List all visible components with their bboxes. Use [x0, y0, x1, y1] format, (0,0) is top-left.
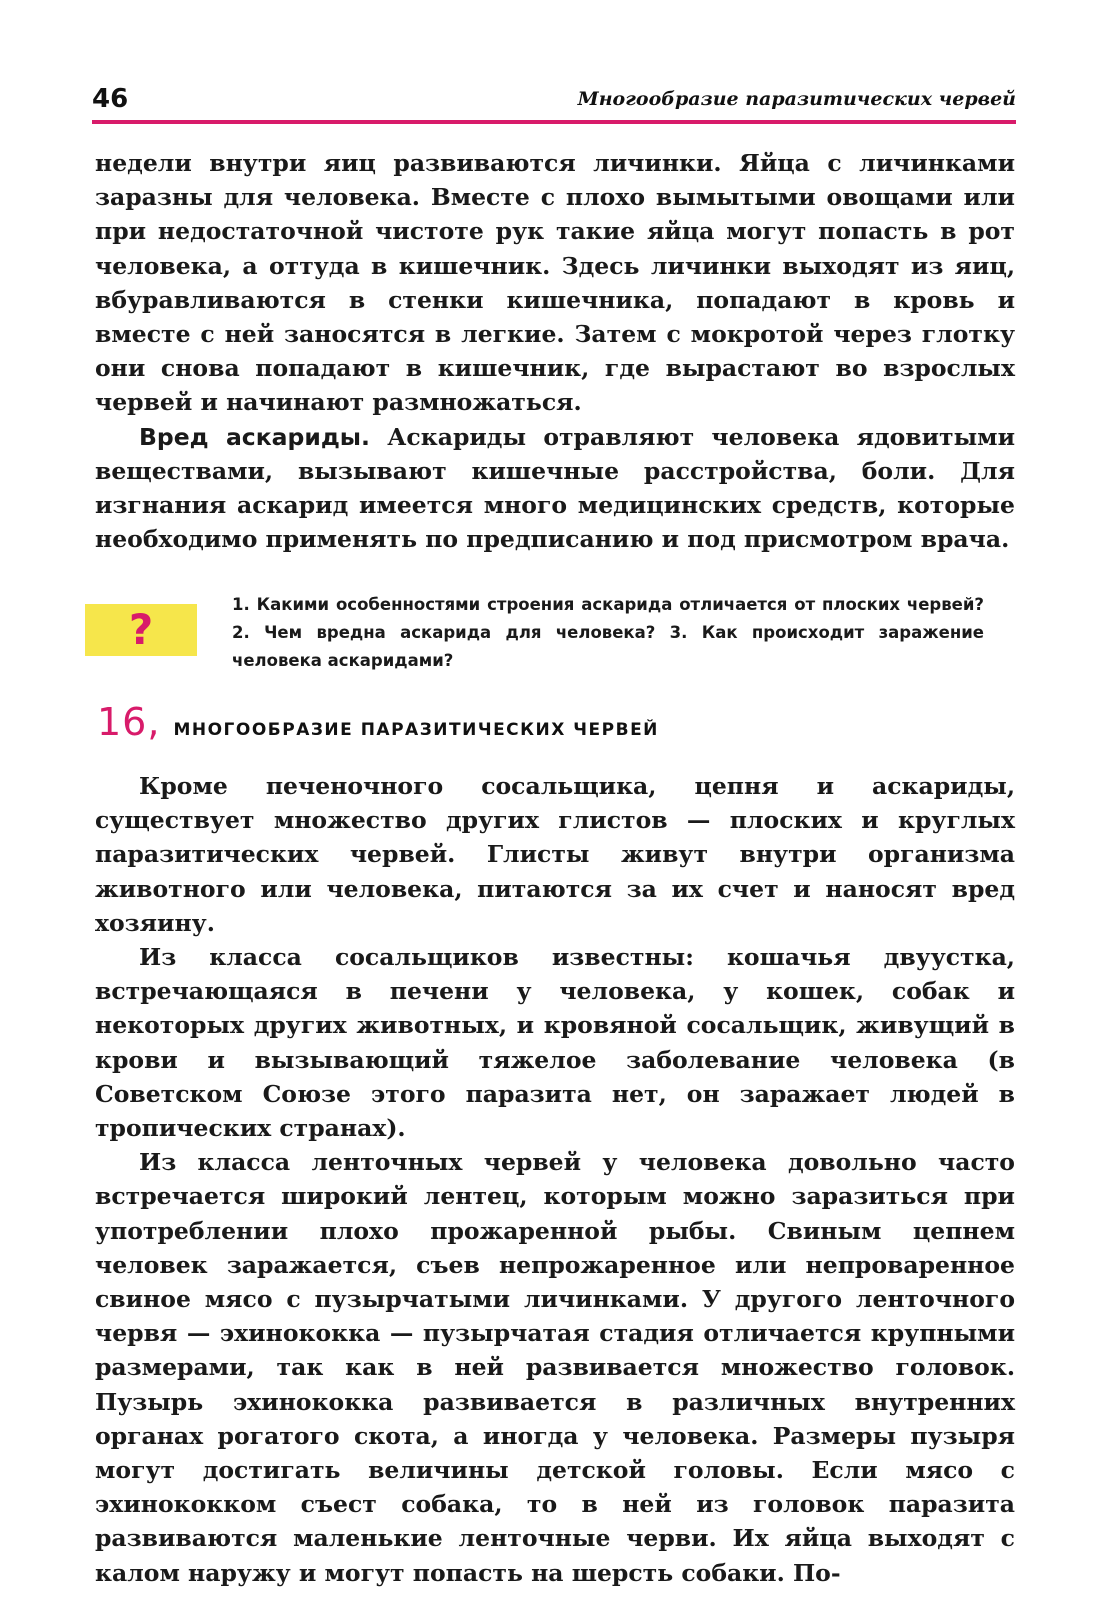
header-rule — [92, 120, 1016, 124]
paragraph-tapeworms: Из класса ленточных червей у человека довольно часто встречается широкий лентец, которым можно заразиться при употреблении плохо прожаренной рыбы. Свиным цепнем человек заражается, съев непрожаренное или непроваренное свиное мясо с пузырчатыми личинками. У другого ленточного червя — эхинококка — пузырчатая стадия отличается крупными размерами, так как в ней развивается множество головок. Пузырь эхинококка развивается в различных внутренних органах рогатого скота, а иногда у человека. Размеры пузыря могут достигать величины детской головы. Если мясо с эхинококком съест собака, то в ней из головок паразита развиваются маленькие ленточные черви. Их яйца выходят с калом наружу и могут попасть на шерсть собаки. По- — [95, 1148, 1015, 1587]
page-number: 46 — [92, 84, 129, 114]
section-number-comma: , — [147, 700, 160, 744]
question-mark-icon: ? — [128, 605, 154, 654]
section-heading — [97, 700, 659, 750]
paragraph-harm — [95, 420, 1015, 557]
bottom-text-block — [95, 769, 1015, 1590]
page-header — [92, 84, 1016, 122]
review-questions: 1. Какими особенностями строения аскарида отличается от плоских червей? 2. Чем вредна аскарида для человека? 3. Как происходит заражение человека аскаридами? — [232, 595, 984, 670]
running-title: Многообразие паразитических червей — [577, 88, 1016, 110]
paragraph-flukes: Из класса сосальщиков известны: кошачья двуустка, встречающаяся в печени у человека, у кошек, собак и некоторых других животных, и кровяной сосальщик, живущий в крови и вызывающий тяжелое заболевание человека (в Советском Союзе этого паразита нет, он заражает людей в тропических странах). — [95, 943, 1015, 1143]
top-text-block — [95, 146, 1015, 556]
section-number: 16 — [97, 700, 148, 744]
paragraph-lead: Вред аскариды. — [139, 422, 370, 451]
paragraph-continued: недели внутри яиц развиваются личинки. Яйца с личинками заразны для человека. Вместе с плохо вымытыми овощами или при недостаточной чистоте рук такие яйца могут попасть в рот человека, а оттуда в кишечник. Здесь личинки выходят из яиц, вбуравливаются в стенки кишечника, попадают в кровь и вместе с ней заносятся в легкие. Затем с мокротой через глотку они снова попадают в кишечник, где вырастают во взрослых червей и начинают размножаться. — [95, 149, 1015, 417]
paragraph-intro: Кроме печеночного сосальщика, цепня и аскариды, существует множество других глистов — плоских и круглых паразитических червей. Глисты живут внутри организма животного или человека, питаются за их счет и наносят вред хозяину. — [95, 772, 1015, 937]
section-title: МНОГООБРАЗИЕ ПАРАЗИТИЧЕСКИХ ЧЕРВЕЙ — [173, 720, 659, 740]
paragraph-text: Аскариды отравляют человека ядовитыми веществами, вызывают кишечные расстройства, боли. Для изгнания аскарид имеется много медицинских средств, которые необходимо применять по предписанию и под присмотром врача. — [95, 422, 1016, 554]
question-icon-box — [85, 604, 197, 656]
